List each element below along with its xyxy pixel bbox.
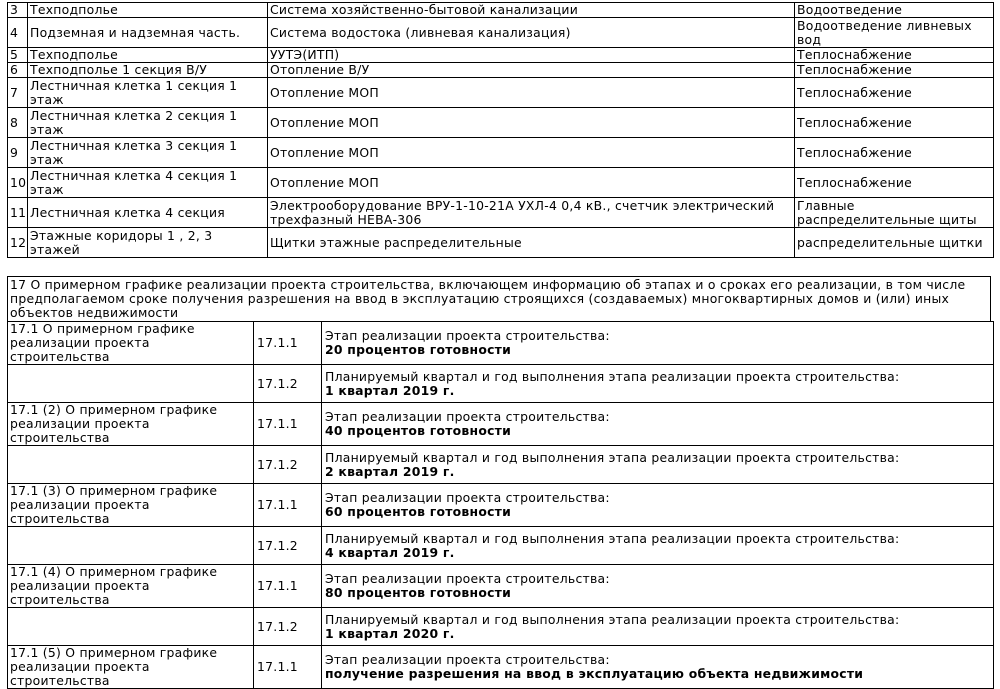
system-cell: Система хозяйственно-бытовой канализации xyxy=(268,3,795,18)
location-cell: Этажные коридоры 1 , 2, 3 этажей xyxy=(28,228,268,258)
purpose-cell: Водоотведение xyxy=(795,3,994,18)
stage-description xyxy=(322,403,994,446)
location-cell: Лестничная клетка 4 секция 1 этаж xyxy=(28,168,268,198)
date-description xyxy=(322,446,994,484)
purpose-cell: Водоотведение ливневых вод xyxy=(795,18,994,48)
date-description xyxy=(322,527,994,565)
system-cell: Отопление МОП xyxy=(268,168,795,198)
stage-label: Этап реализации проекта строительства: xyxy=(325,490,610,505)
stage-description xyxy=(322,322,994,365)
row-number: 7 xyxy=(8,78,28,108)
row-number: 11 xyxy=(8,198,28,228)
schedule-stage-row xyxy=(8,565,994,608)
stage-label: Этап реализации проекта строительства: xyxy=(325,571,610,586)
date-label: Планируемый квартал и год выполнения этапа реализации проекта строительства: xyxy=(325,530,900,546)
table-row xyxy=(8,63,994,78)
empty-cell xyxy=(8,527,254,565)
location-cell: Лестничная клетка 2 секция 1 этаж xyxy=(28,108,268,138)
schedule-title: 17.1 О примерном графике реализации проекта строительства xyxy=(8,322,254,365)
schedule-date-row xyxy=(8,527,994,565)
row-number: 3 xyxy=(8,3,28,18)
stage-code: 17.1.1 xyxy=(254,403,322,446)
stage-code: 17.1.1 xyxy=(254,484,322,527)
system-cell: Электрооборудование ВРУ-1-10-21А УХЛ-4 0,4 кВ., счетчик электрический трехфазный НЕВА-306 xyxy=(268,198,795,228)
row-number: 12 xyxy=(8,228,28,258)
location-cell: Лестничная клетка 1 секция 1 этаж xyxy=(28,78,268,108)
date-value: 4 квартал 2019 г. xyxy=(325,544,455,560)
location-cell: Техподполье 1 секция В/У xyxy=(28,63,268,78)
system-cell: УУТЭ(ИТП) xyxy=(268,48,795,63)
date-label: Планируемый квартал и год выполнения этапа реализации проекта строительства: xyxy=(325,611,900,627)
date-description xyxy=(322,608,994,646)
date-code: 17.1.2 xyxy=(254,365,322,403)
stage-code: 17.1.1 xyxy=(254,322,322,365)
date-description xyxy=(322,365,994,403)
purpose-cell: Главные распределительные щиты xyxy=(795,198,994,228)
purpose-cell: Теплоснабжение xyxy=(795,108,994,138)
empty-cell xyxy=(8,608,254,646)
stage-value: получение разрешения на ввод в эксплуатацию объекта недвижимости xyxy=(325,666,864,681)
row-number: 9 xyxy=(8,138,28,168)
stage-description xyxy=(322,565,994,608)
location-cell: Подземная и надземная часть. xyxy=(28,18,268,48)
date-value: 2 квартал 2019 г. xyxy=(325,463,455,479)
date-code: 17.1.2 xyxy=(254,527,322,565)
table-row xyxy=(8,3,994,18)
location-cell: Лестничная клетка 4 секция xyxy=(28,198,268,228)
schedule-table xyxy=(7,321,994,689)
date-value: 1 квартал 2019 г. xyxy=(325,382,455,398)
date-value: 1 квартал 2020 г. xyxy=(325,625,455,641)
table-row xyxy=(8,48,994,63)
schedule-date-row xyxy=(8,446,994,484)
date-code: 17.1.2 xyxy=(254,446,322,484)
empty-cell xyxy=(8,446,254,484)
row-number: 4 xyxy=(8,18,28,48)
schedule-stage-row xyxy=(8,403,994,446)
location-cell: Техподполье xyxy=(28,48,268,63)
system-cell: Отопление МОП xyxy=(268,78,795,108)
table-row xyxy=(8,78,994,108)
system-cell: Отопление В/У xyxy=(268,63,795,78)
location-cell: Техподполье xyxy=(28,3,268,18)
stage-value: 20 процентов готовности xyxy=(325,342,512,357)
purpose-cell: Теплоснабжение xyxy=(795,63,994,78)
equipment-table xyxy=(7,2,994,258)
stage-code: 17.1.1 xyxy=(254,646,322,689)
stage-value: 80 процентов готовности xyxy=(325,585,512,600)
system-cell: Система водостока (ливневая канализация) xyxy=(268,18,795,48)
purpose-cell: Теплоснабжение xyxy=(795,168,994,198)
date-label: Планируемый квартал и год выполнения этапа реализации проекта строительства: xyxy=(325,368,900,384)
stage-description xyxy=(322,646,994,689)
purpose-cell: распределительные щитки xyxy=(795,228,994,258)
purpose-cell: Теплоснабжение xyxy=(795,138,994,168)
stage-code: 17.1.1 xyxy=(254,565,322,608)
purpose-cell: Теплоснабжение xyxy=(795,78,994,108)
date-code: 17.1.2 xyxy=(254,608,322,646)
row-number: 10 xyxy=(8,168,28,198)
schedule-stage-row xyxy=(8,322,994,365)
row-number: 8 xyxy=(8,108,28,138)
section-17-header: 17 О примерном графике реализации проекта строительства, включающем информацию об этапах и о сроках его реализации, в том числе предполагаемом сроке получения разрешения на ввод в эксплуатацию строящихся (создаваемых) многоквартирных домов и (или) иных объектов недвижимости xyxy=(7,276,991,321)
schedule-stage-row xyxy=(8,484,994,527)
system-cell: Щитки этажные распределительные xyxy=(268,228,795,258)
stage-description xyxy=(322,484,994,527)
stage-value: 60 процентов готовности xyxy=(325,504,512,519)
system-cell: Отопление МОП xyxy=(268,138,795,168)
row-number: 5 xyxy=(8,48,28,63)
table-row xyxy=(8,168,994,198)
schedule-title: 17.1 (4) О примерном графике реализации проекта строительства xyxy=(8,565,254,608)
purpose-cell: Теплоснабжение xyxy=(795,48,994,63)
table-row xyxy=(8,228,994,258)
row-number: 6 xyxy=(8,63,28,78)
schedule-title: 17.1 (2) О примерном графике реализации проекта строительства xyxy=(8,403,254,446)
stage-label: Этап реализации проекта строительства: xyxy=(325,652,610,667)
stage-label: Этап реализации проекта строительства: xyxy=(325,328,610,343)
location-cell: Лестничная клетка 3 секция 1 этаж xyxy=(28,138,268,168)
table-row xyxy=(8,108,994,138)
schedule-date-row xyxy=(8,608,994,646)
table-row xyxy=(8,18,994,48)
stage-value: 40 процентов готовности xyxy=(325,423,512,438)
schedule-title: 17.1 (5) О примерном графике реализации проекта строительства xyxy=(8,646,254,689)
empty-cell xyxy=(8,365,254,403)
date-label: Планируемый квартал и год выполнения этапа реализации проекта строительства: xyxy=(325,449,900,465)
schedule-stage-row xyxy=(8,646,994,689)
stage-label: Этап реализации проекта строительства: xyxy=(325,409,610,424)
schedule-date-row xyxy=(8,365,994,403)
schedule-title: 17.1 (3) О примерном графике реализации проекта строительства xyxy=(8,484,254,527)
system-cell: Отопление МОП xyxy=(268,108,795,138)
table-row xyxy=(8,138,994,168)
table-row xyxy=(8,198,994,228)
